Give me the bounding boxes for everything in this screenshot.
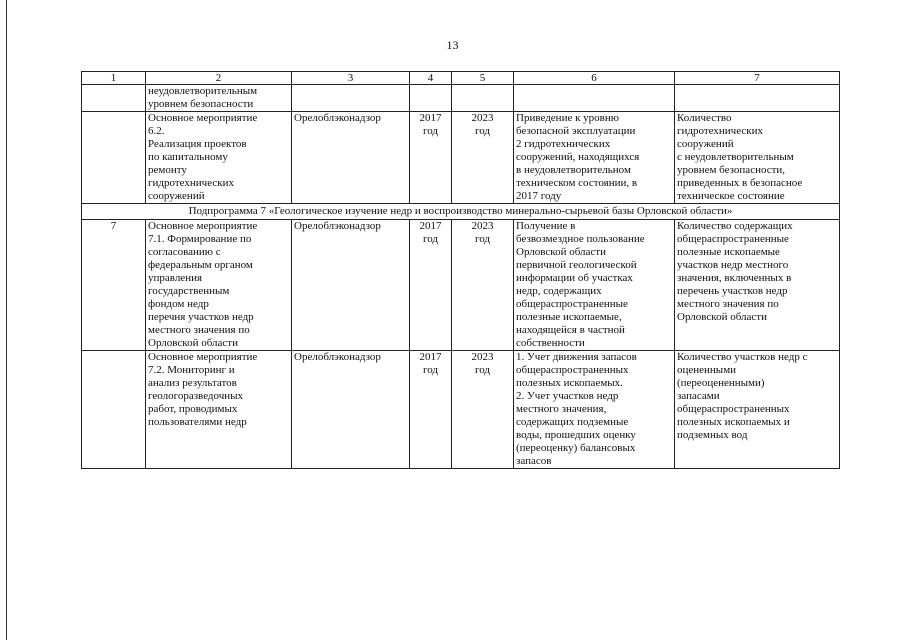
header-cell-7: 7 <box>675 72 840 85</box>
header-cell-4: 4 <box>410 72 452 85</box>
cell-start-year: 2017 год <box>410 220 452 351</box>
cell-end-year: 2023 год <box>452 351 514 469</box>
table-row-measure-7-2 <box>82 351 840 469</box>
cell-executor: Орелоблэконадзор <box>292 220 410 351</box>
cell-expected-result: Получение в безвозмездное пользование Орловской области первичной геологической информации об участках недр, содержащих общераспространенные полезные ископаемые, находящейся в частной собственности <box>514 220 675 351</box>
cell-number <box>82 351 146 469</box>
cell-end-year: 2023 год <box>452 220 514 351</box>
cell-number <box>82 112 146 204</box>
table-row-measure-7-1 <box>82 220 840 351</box>
header-cell-5: 5 <box>452 72 514 85</box>
continuation-cell-measure: неудовлетворительным уровнем безопасности <box>146 85 292 112</box>
header-cell-1: 1 <box>82 72 146 85</box>
continuation-cell-end <box>452 85 514 112</box>
continuation-cell-indicator <box>675 85 840 112</box>
cell-executor: Орелоблэконадзор <box>292 351 410 469</box>
table-header-row <box>82 72 840 85</box>
table-row-measure-6-2 <box>82 112 840 204</box>
cell-executor: Орелоблэконадзор <box>292 112 410 204</box>
page-edge-line <box>6 0 7 640</box>
continuation-cell-result <box>514 85 675 112</box>
cell-start-year: 2017 год <box>410 112 452 204</box>
header-cell-6: 6 <box>514 72 675 85</box>
header-cell-3: 3 <box>292 72 410 85</box>
cell-measure: Основное мероприятие 6.2. Реализация проектов по капитальному ремонту гидротехнических сооружений <box>146 112 292 204</box>
cell-measure: Основное мероприятие 7.2. Мониторинг и анализ результатов геологоразведочных работ, проводимых пользователями недр <box>146 351 292 469</box>
continuation-cell-executor <box>292 85 410 112</box>
measures-table <box>81 71 840 469</box>
header-cell-2: 2 <box>146 72 292 85</box>
cell-expected-result: 1. Учет движения запасов общераспространенных полезных ископаемых. 2. Учет участков недр местного значения, содержащих подземные воды, прошедших оценку (переоценку) балансовых запасов <box>514 351 675 469</box>
subprogram-7-row <box>82 204 840 220</box>
continuation-cell-number <box>82 85 146 112</box>
cell-number: 7 <box>82 220 146 351</box>
cell-indicator: Количество участков недр с оцененными (переоцененными) запасами общераспространенных полезных ископаемых и подземных вод <box>675 351 840 469</box>
continuation-cell-start <box>410 85 452 112</box>
cell-indicator: Количество гидротехнических сооружений с неудовлетворительным уровнем безопасности, приведенных в безопасное техническое состояние <box>675 112 840 204</box>
cell-indicator: Количество содержащих общераспространенные полезные ископаемые участков недр местного значения, включенных в перечень участков недр местного значения по Орловской области <box>675 220 840 351</box>
cell-start-year: 2017 год <box>410 351 452 469</box>
cell-end-year: 2023 год <box>452 112 514 204</box>
cell-expected-result: Приведение к уровню безопасной эксплуатации 2 гидротехнических сооружений, находящихся в неудовлетворительном техническом состоянии, в 2017 году <box>514 112 675 204</box>
page-number: 13 <box>446 38 459 52</box>
cell-measure: Основное мероприятие 7.1. Формирование по согласованию с федеральным органом управления государственным фондом недр перечня участков недр местного значения по Орловской области <box>146 220 292 351</box>
table-row-continuation <box>82 85 840 112</box>
subprogram-7-title: Подпрограмма 7 «Геологическое изучение недр и воспроизводство минерально-сырьевой базы Орловской области» <box>82 204 840 220</box>
